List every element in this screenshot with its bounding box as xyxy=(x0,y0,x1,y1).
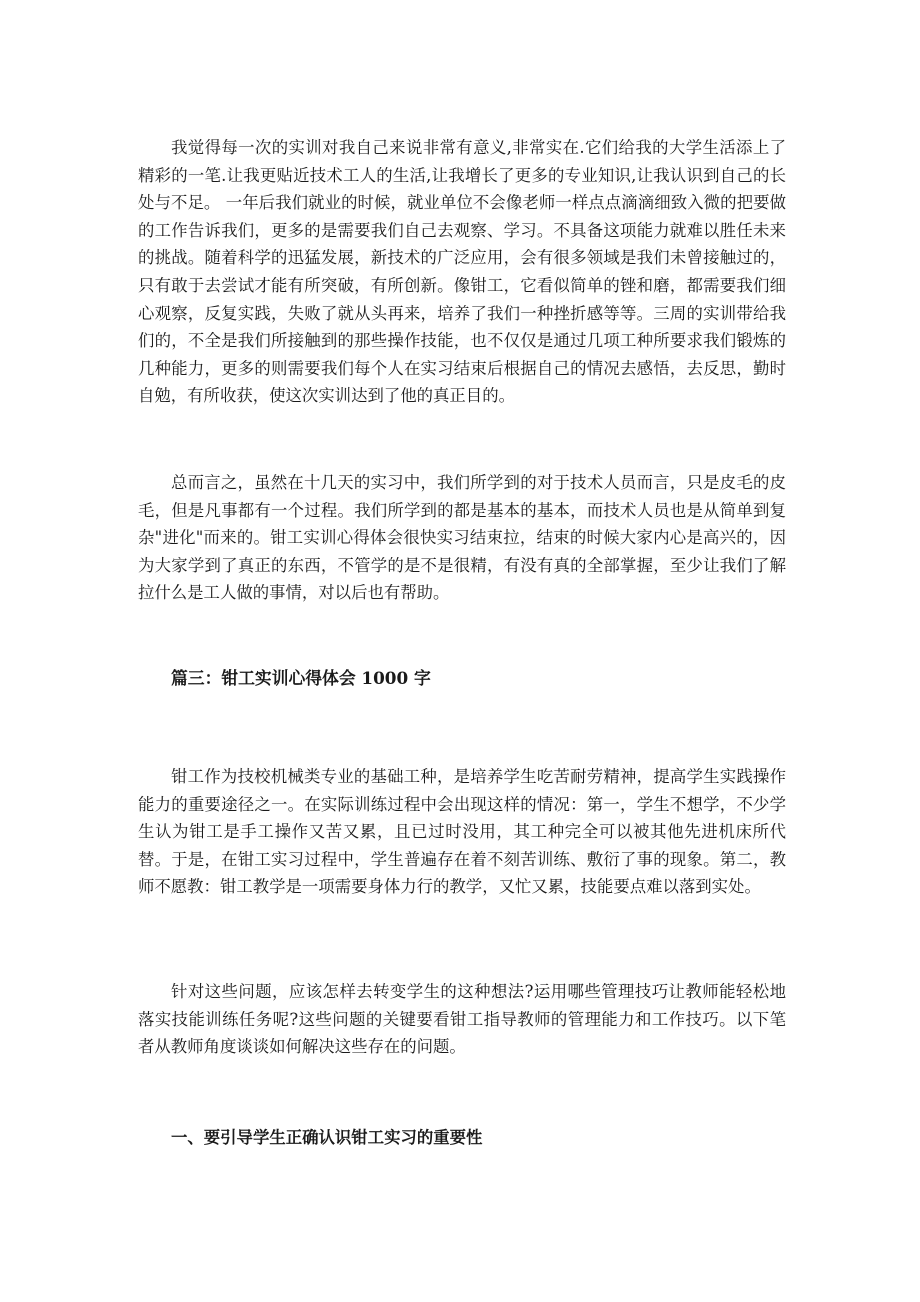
section-heading: 篇三：钳工实训心得体会 1000 字 xyxy=(171,668,431,688)
paragraph-fitter-importance: 钳工作为技校机械类专业的基础工种，是培养学生吃苦耐劳精神，提高学生实践操作能力的重要途径之一。在实际训练过程中会出现这样的情况：第一，学生不想学，不少学生认为钳工是手工操作又苦又累，且已过时没用，其工种完全可以被其他先进机床所代替。于是，在钳工实习过程中，学生普遍存在着不刻苦训练、敷衍了事的现象。第二，教师不愿教：钳工教学是一项需要身体力行的教学，又忙又累，技能要点难以落到实处。 xyxy=(138,767,786,897)
paragraph-problems-question: 针对这些问题，应该怎样去转变学生的这种想法?运用哪些管理技巧让教师能轻松地落实技能训练任务呢?这些问题的关键要看钳工指导教师的管理能力和工作技巧。以下笔者从教师角度谈谈如何解决这些存在的问题。 xyxy=(138,982,786,1057)
subsection-heading: 一、要引导学生正确认识钳工实习的重要性 xyxy=(171,1128,483,1147)
paragraph-summary: 总而言之，虽然在十几天的实习中，我们所学到的对于技术人员而言，只是皮毛的皮毛，但是凡事都有一个过程。我们所学到的都是基本的基本，而技术人员也是从简单到复杂"进化"而来的。钳工实训心得体会很快实习结束拉，结束的时候大家内心是高兴的，因为大家学到了真正的东西，不管学的是不是很精，有没有真的全部掌握，至少让我们了解拉什么是工人做的事情，对以后也有帮助。 xyxy=(138,473,786,603)
paragraph-training-reflection: 我觉得每一次的实训对我自己来说非常有意义,非常实在.它们给我的大学生活添上了精彩的一笔.让我更贴近技术工人的生活,让我增长了更多的专业知识,让我认识到自己的长处与不足。 一年后我们就业的时候，就业单位不会像老师一样点点滴滴细致入微的把要做的工作告诉我们，更多的是需要我们自己去观察、学习。不具备这项能力就难以胜任未来的挑战。随着科学的迅猛发展，新技术的广泛应用，会有很多领域是我们未曾接触过的，只有敢于去尝试才能有所突破，有所创新。像钳工，它看似简单的锉和磨，都需要我们细心观察，反复实践，失败了就从头再来，培养了我们一种挫折感等等。三周的实训带给我们的，不全是我们所接触到的那些操作技能，也不仅仅是通过几项工种所要求我们锻炼的几种能力，更多的则需要我们每个人在实习结束后根据自己的情况去感悟，去反思，勤时自勉，有所收获，使这次实训达到了他的真正目的。 xyxy=(138,138,786,406)
